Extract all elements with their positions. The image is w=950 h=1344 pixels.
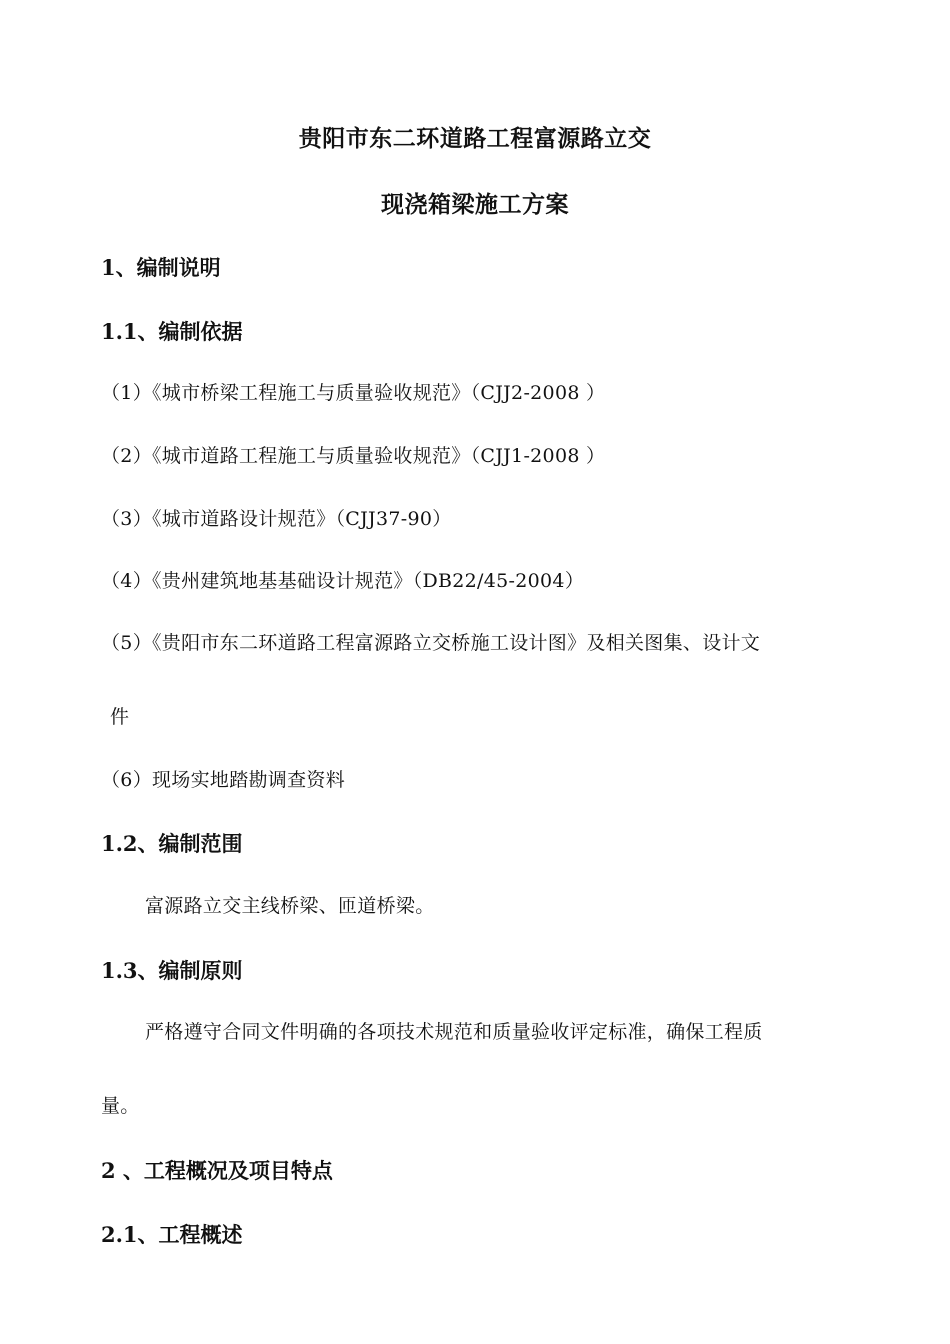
scope-paragraph: 富源路立交主线桥梁、匝道桥梁。 [145, 895, 435, 917]
reference-item-2: （2）《城市道路工程施工与质量验收规范》（CJJ1-2008 ） [101, 445, 606, 467]
section-2-1-heading: 2.1、工程概述 [101, 1222, 243, 1247]
document-title-line-1: 贵阳市东二环道路工程富源路立交 [298, 125, 652, 152]
section-1-3-heading: 1.3、编制原则 [101, 958, 243, 983]
document-title-line-2: 现浇箱梁施工方案 [381, 191, 569, 218]
reference-item-6: （6）现场实地踏勘调查资料 [101, 769, 345, 791]
reference-item-5-continuation: 件 [110, 706, 130, 728]
principle-paragraph-line-2: 量。 [101, 1095, 140, 1117]
reference-item-1: （1）《城市桥梁工程施工与质量验收规范》（CJJ2-2008 ） [101, 382, 606, 404]
reference-item-4: （4）《贵州建筑地基基础设计规范》（DB22/45-2004） [101, 570, 585, 592]
reference-item-3: （3）《城市道路设计规范》（CJJ37-90） [101, 508, 452, 530]
principle-paragraph-line-1: 严格遵守合同文件明确的各项技术规范和质量验收评定标准，确保工程质 [145, 1021, 763, 1043]
section-1-1-heading: 1.1、编制依据 [101, 319, 243, 344]
reference-item-5: （5）《贵阳市东二环道路工程富源路立交桥施工设计图》及相关图集、设计文 [101, 632, 761, 654]
section-1-2-heading: 1.2、编制范围 [101, 831, 243, 856]
section-1-heading: 1、编制说明 [101, 255, 221, 280]
section-2-heading: 2 、工程概况及项目特点 [101, 1158, 333, 1183]
